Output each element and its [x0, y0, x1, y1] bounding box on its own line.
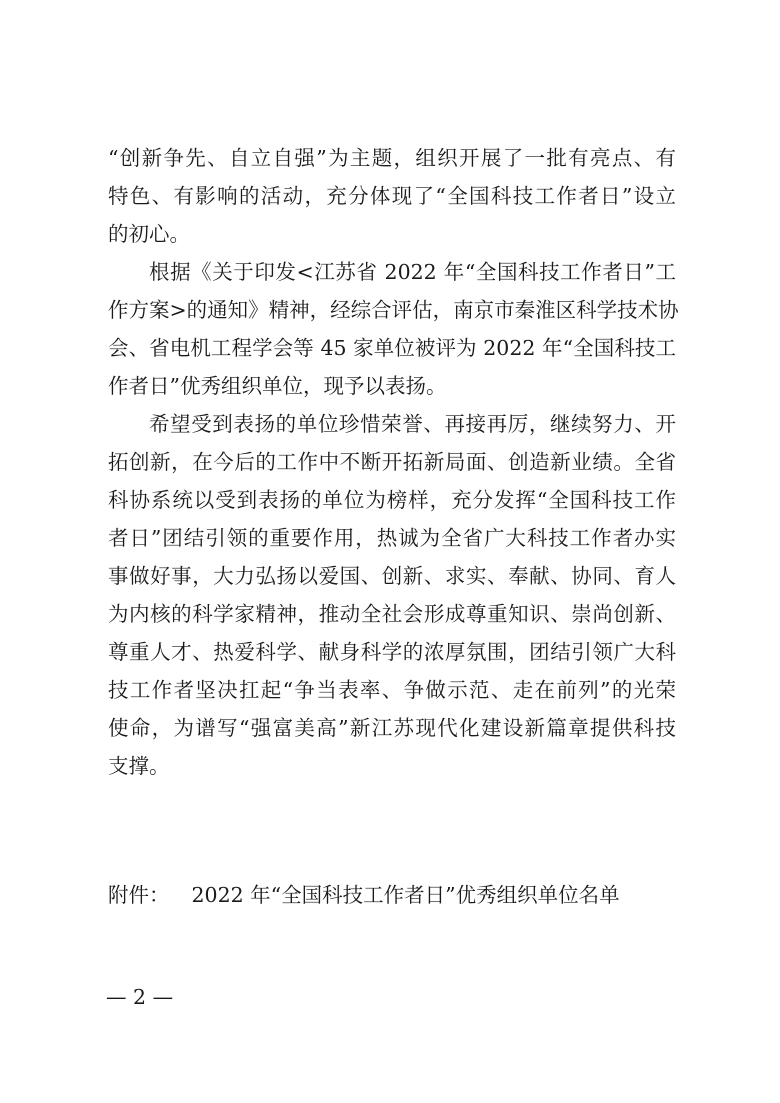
paragraph-2-line-2: 作方案>的通知》精神，经综合评估，南京市秦淮区科学技术协	[108, 298, 679, 322]
paragraph-3-line-9: 使命，为谱写“强富美高”新江苏现代化建设新篇章提供科技	[108, 716, 676, 740]
paragraph-1-line-2: 特色、有影响的活动，充分体现了“全国科技工作者日”设立	[108, 184, 676, 208]
paragraph-3-line-3: 科协系统以受到表扬的单位为榜样，充分发挥“全国科技工作	[108, 488, 676, 512]
paragraph-3-line-2: 拓创新，在今后的工作中不断开拓新局面、创造新业绩。全省	[108, 450, 676, 474]
paragraph-3-line-10: 支撑。	[108, 754, 170, 778]
paragraph-2-line-1: 根据《关于印发<江苏省 2022 年“全国科技工作者日”工	[149, 260, 676, 284]
attachment-title: 2022 年“全国科技工作者日”优秀组织单位名单	[191, 883, 620, 907]
paragraph-3-line-5: 事做好事，大力弘扬以爱国、创新、求实、奉献、协同、育人	[108, 564, 676, 588]
paragraph-1-line-3: 的初心。	[108, 222, 190, 246]
paragraph-1-line-1: “创新争先、自立自强”为主题，组织开展了一批有亮点、有	[108, 146, 676, 170]
paragraph-3-line-4: 者日”团结引领的重要作用，热诚为全省广大科技工作者办实	[108, 526, 676, 550]
attachment-line	[108, 876, 620, 914]
document-body	[108, 139, 679, 785]
paragraph-3-line-6: 为内核的科学家精神，推动全社会形成尊重知识、崇尚创新、	[108, 602, 676, 626]
paragraph-3-line-8: 技工作者坚决扛起“争当表率、争做示范、走在前列”的光荣	[108, 678, 676, 702]
page-number: — 2 —	[106, 985, 174, 1009]
paragraph-3-line-1: 希望受到表扬的单位珍惜荣誉、再接再厉，继续努力、开	[149, 412, 676, 436]
paragraph-3-line-7: 尊重人才、热爱科学、献身科学的浓厚氛围，团结引领广大科	[108, 640, 676, 664]
paragraph-2-line-3: 会、省电机工程学会等 45 家单位被评为 2022 年“全国科技工	[108, 336, 676, 360]
paragraph-2-line-4: 作者日”优秀组织单位，现予以表扬。	[108, 374, 447, 398]
attachment-label: 附件：	[108, 883, 170, 907]
